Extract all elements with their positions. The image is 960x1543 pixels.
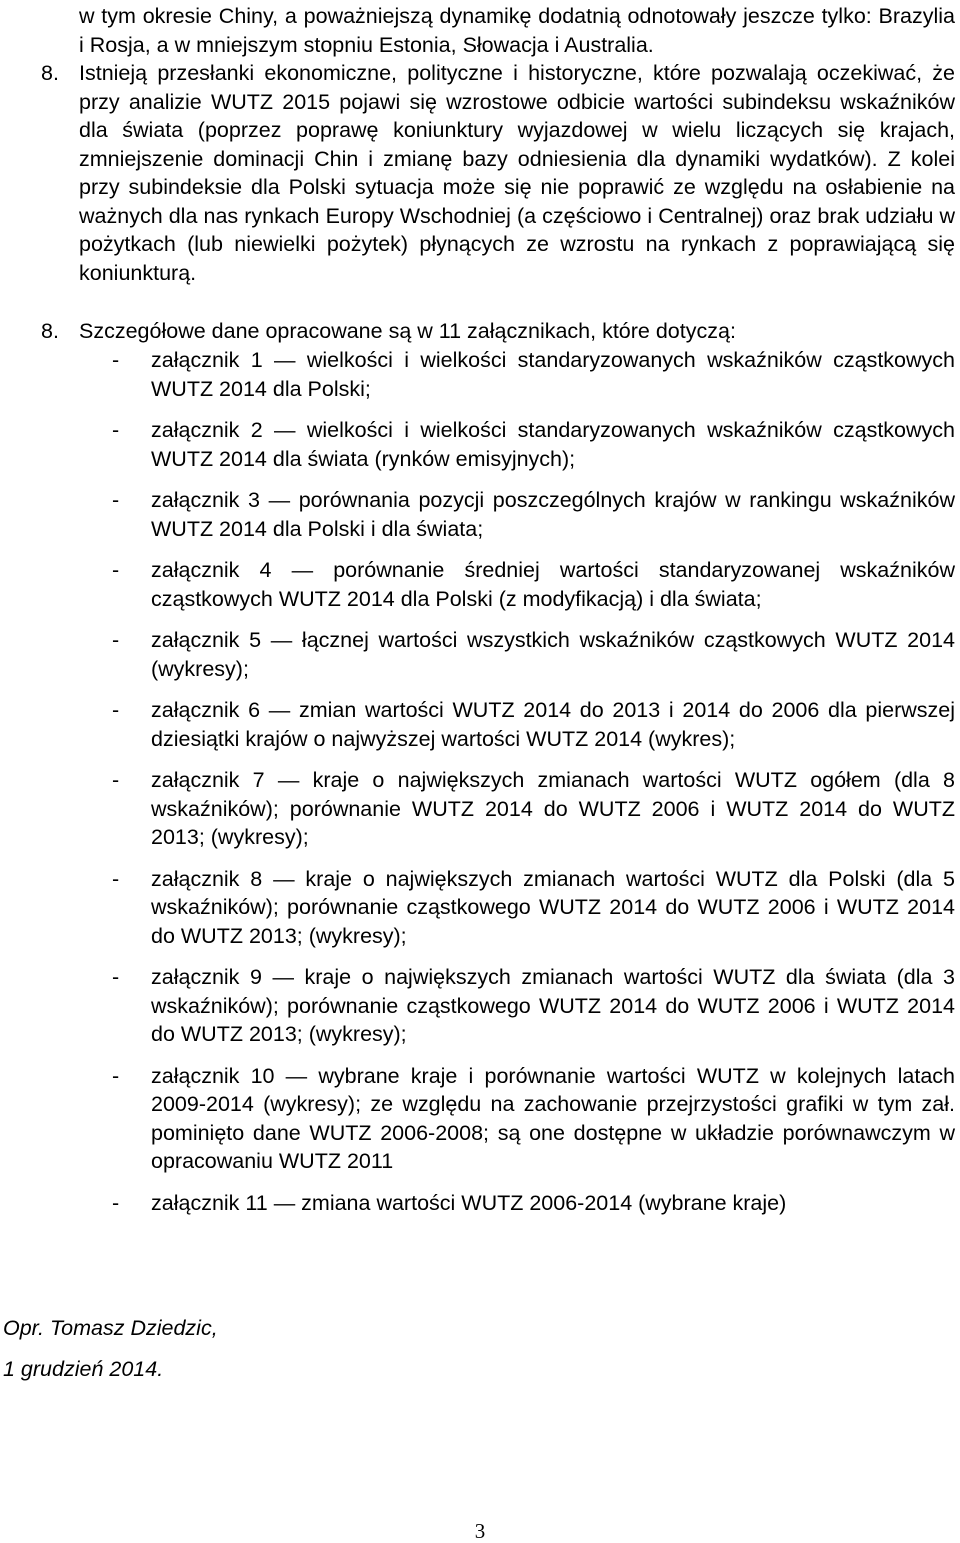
date-line: 1 grudzień 2014. [3, 1357, 164, 1381]
attachment-item-9 [112, 963, 955, 1049]
attachment-item-8 [112, 865, 955, 951]
list-dash: - [112, 348, 120, 372]
attachment-text: załącznik 4 — porównanie średniej wartości standaryzowanej wskaźników cząstkowych WUTZ 2014 dla Polski (z modyfikacją) i dla świata; [151, 558, 955, 611]
list-dash: - [112, 488, 120, 512]
list-dash: - [112, 768, 120, 792]
attachment-item-7 [112, 766, 955, 852]
point-number: 8. [41, 319, 59, 343]
attachment-item-3 [112, 486, 955, 543]
attachment-item-1 [112, 346, 955, 403]
point-8-attachments-intro [41, 317, 955, 346]
attachment-item-10 [112, 1062, 955, 1176]
attachment-text: załącznik 10 — wybrane kraje i porównanie wartości WUTZ w kolejnych latach 2009-2014 (wykresy); ze względu na zachowanie przejrzystości grafiki w tym zał. pominięto dane WUTZ 2006-2008; są one dostępne w układzie porównawczym w opracowaniu WUTZ 2011 [151, 1063, 955, 1173]
point-text: Szczegółowe dane opracowane są w 11 załącznikach, które dotyczą: [79, 319, 736, 343]
point-number: 8. [41, 61, 59, 85]
attachments-list [112, 346, 955, 1230]
list-dash: - [112, 1190, 120, 1215]
attachment-text: załącznik 7 — kraje o największych zmianach wartości WUTZ ogółem (dla 8 wskaźników); porównanie WUTZ 2014 do WUTZ 2006 i WUTZ 2014 do WUTZ 2013; (wykresy); [151, 768, 955, 849]
list-dash: - [112, 1063, 120, 1088]
author-line: Opr. Tomasz Dziedzic, [3, 1316, 218, 1340]
attachment-item-5 [112, 626, 955, 683]
attachment-item-4 [112, 556, 955, 613]
list-dash: - [112, 965, 120, 989]
attachment-text: załącznik 8 — kraje o największych zmianach wartości WUTZ dla Polski (dla 5 wskaźników); porównanie cząstkowego WUTZ 2014 do WUTZ 2006 i WUTZ 2014 do WUTZ 2013; (wykresy); [151, 866, 955, 948]
list-dash: - [112, 866, 120, 891]
attachment-text: załącznik 11 — zmiana wartości WUTZ 2006-2014 (wybrane kraje) [151, 1190, 787, 1215]
list-dash: - [112, 698, 120, 722]
attachment-item-6 [112, 696, 955, 753]
list-dash: - [112, 418, 120, 442]
attachment-text: załącznik 9 — kraje o największych zmianach wartości WUTZ dla świata (dla 3 wskaźników); porównanie cząstkowego WUTZ 2014 do WUTZ 2006 i WUTZ 2014 do WUTZ 2013; (wykresy); [151, 965, 955, 1046]
point-8-forecast [41, 59, 955, 287]
attachment-item-11 [112, 1189, 955, 1218]
intro-continuation-paragraph: w tym okresie Chiny, a poważniejszą dynamikę dodatnią odnotowały jeszcze tylko: Brazylia i Rosja, a w mniejszym stopniu Estonia, Słowacja i Australia. [79, 4, 955, 57]
list-dash: - [112, 558, 120, 582]
attachment-text: załącznik 6 — zmian wartości WUTZ 2014 do 2013 i 2014 do 2006 dla pierwszej dziesiątki krajów o najwyższej wartości WUTZ 2014 (wykres); [151, 698, 955, 751]
list-dash: - [112, 628, 120, 652]
signature-block [3, 1314, 218, 1383]
page-number: 3 [474, 1519, 486, 1543]
attachment-item-2 [112, 416, 955, 473]
attachment-text: załącznik 2 — wielkości i wielkości standaryzowanych wskaźników cząstkowych WUTZ 2014 dla świata (rynków emisyjnych); [151, 418, 955, 471]
attachment-text: załącznik 3 — porównania pozycji poszczególnych krajów w rankingu wskaźników WUTZ 2014 dla Polski i dla świata; [151, 488, 955, 541]
point-text: Istnieją przesłanki ekonomiczne, polityczne i historyczne, które pozwalają oczekiwać, że przy analizie WUTZ 2015 pojawi się wzrostowe odbicie wartości subindeksu wskaźników dla świata (poprzez poprawę koniunktury wyjazdowej w wielu liczących się krajach, zmniejszenie dominacji Chin i zmianę bazy odniesienia dla dynamiki wydatków). Z kolei przy subindeksie dla Polski sytuacja może się nie poprawić ze względu na osłabienie na ważnych dla nas rynkach Europy Wschodniej (a częściowo i Centralnej) oraz brak udziału w pożytkach (lub niewielki pożytek) płynących ze wzrostu na rynkach z poprawiającą się koniunkturą. [79, 61, 955, 285]
attachment-text: załącznik 5 — łącznej wartości wszystkich wskaźników cząstkowych WUTZ 2014 (wykresy); [151, 628, 955, 681]
attachment-text: załącznik 1 — wielkości i wielkości standaryzowanych wskaźników cząstkowych WUTZ 2014 dla Polski; [151, 348, 955, 401]
